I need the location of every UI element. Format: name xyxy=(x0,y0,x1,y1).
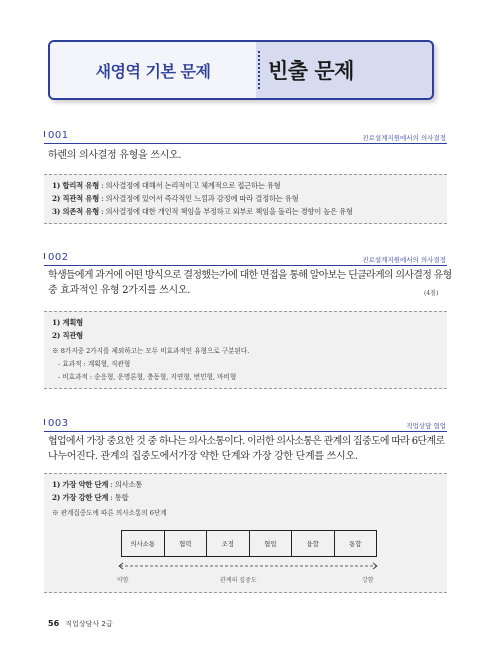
stage-box: 조정 xyxy=(207,531,250,556)
answer-effective: - 효과적 : 계획형, 직관형 xyxy=(58,360,131,368)
answer-line: 2) 직관적 유형 : 의사결정에 있어서 즉각적인 느낌과 감정에 따라 결정하는 유형 xyxy=(52,194,299,203)
axis-middle-label: 관계의 집중도 xyxy=(220,577,257,584)
axis-weak-label: 약함 xyxy=(117,577,129,584)
problem-rule xyxy=(44,143,447,144)
answer-line: 3) 의존적 유형 : 의사결정에 대한 개인적 책임을 부정하고 외부로 책임을 돌리는 경향이 높은 유형 xyxy=(52,207,353,216)
page-number: 56 xyxy=(48,619,60,628)
problem-question-line: 학생들에게 과거에 어떤 방식으로 결정했는가에 대한 면접을 통해 알아보는 딘클라게의 의사결정 유형 xyxy=(48,270,452,281)
problem-rule xyxy=(44,265,447,266)
problem-number: 001 xyxy=(48,130,69,141)
problem-question-line: 나누어진다. 관계의 집중도에서가장 약한 단계와 가장 강한 단계를 쓰시오. xyxy=(48,451,358,462)
problem-category: 진로설계지원에서의 의사결정 xyxy=(362,134,446,142)
problem-question-line: 중 효과적인 유형 2가지를 쓰시오. xyxy=(48,285,191,296)
problem-number: 003 xyxy=(48,418,69,429)
problem-number: 002 xyxy=(48,252,69,263)
stage-box: 융합 xyxy=(292,531,335,556)
banner-subtitle: 새영역 기본 문제 xyxy=(95,61,211,81)
axis-strong-label: 강함 xyxy=(362,577,374,584)
intensity-arrow xyxy=(116,562,380,570)
answer-line: 2) 직관형 xyxy=(52,331,84,340)
stage-box: 협력 xyxy=(165,531,208,556)
problem-points: (4점) xyxy=(424,290,439,297)
answer-line: 1) 가장 약한 단계 : 의사소통 xyxy=(52,480,143,489)
problem-category: 직업상담 협업 xyxy=(406,422,446,430)
book-title: 직업상담사 2급 xyxy=(65,620,113,628)
answer-note: ※ 관계집중도에 따른 의사소통의 6단계 xyxy=(52,509,167,517)
problem-rule-tick xyxy=(44,131,45,137)
chapter-banner xyxy=(48,40,434,100)
answer-line: 2) 가장 강한 단계 : 통합 xyxy=(52,493,129,502)
stage-diagram xyxy=(121,530,377,557)
stage-box: 의사소통 xyxy=(122,531,165,556)
answer-ineffective: - 비효과적 : 순응형, 운명론형, 충동형, 지연형, 번민형, 마비형 xyxy=(58,373,237,381)
answer-line: 1) 합리적 유형 : 의사결정에 대해서 논리적이고 체계적으로 접근하는 유형 xyxy=(52,181,281,190)
page-footer xyxy=(48,619,113,629)
stage-box: 통합 xyxy=(349,540,362,548)
banner-title: 빈출 문제 xyxy=(268,59,354,83)
problem-question: 하렌의 의사결정 유형을 쓰시오. xyxy=(48,150,182,161)
answer-line: 1) 계획형 xyxy=(52,318,84,327)
problem-rule-tick xyxy=(44,253,45,259)
banner-subtitle-box xyxy=(50,42,256,98)
problem-rule-tick xyxy=(44,419,45,425)
answer-box xyxy=(44,311,447,389)
problem-rule xyxy=(44,431,447,432)
stage-box: 협업 xyxy=(250,531,293,556)
problem-question-line: 협업에서 가장 중요한 것 중 하나는 의사소통이다. 이러한 의사소통은 관계의 집중도에 따라 6단계로 xyxy=(48,436,445,447)
problem-category: 진로설계지원에서의 의사결정 xyxy=(362,256,446,264)
answer-note: ※ 8가지중 2가지를 제외하고는 모두 비효과적인 유형으로 구분된다. xyxy=(52,347,250,355)
answer-box xyxy=(44,174,447,224)
banner-divider xyxy=(258,51,260,89)
